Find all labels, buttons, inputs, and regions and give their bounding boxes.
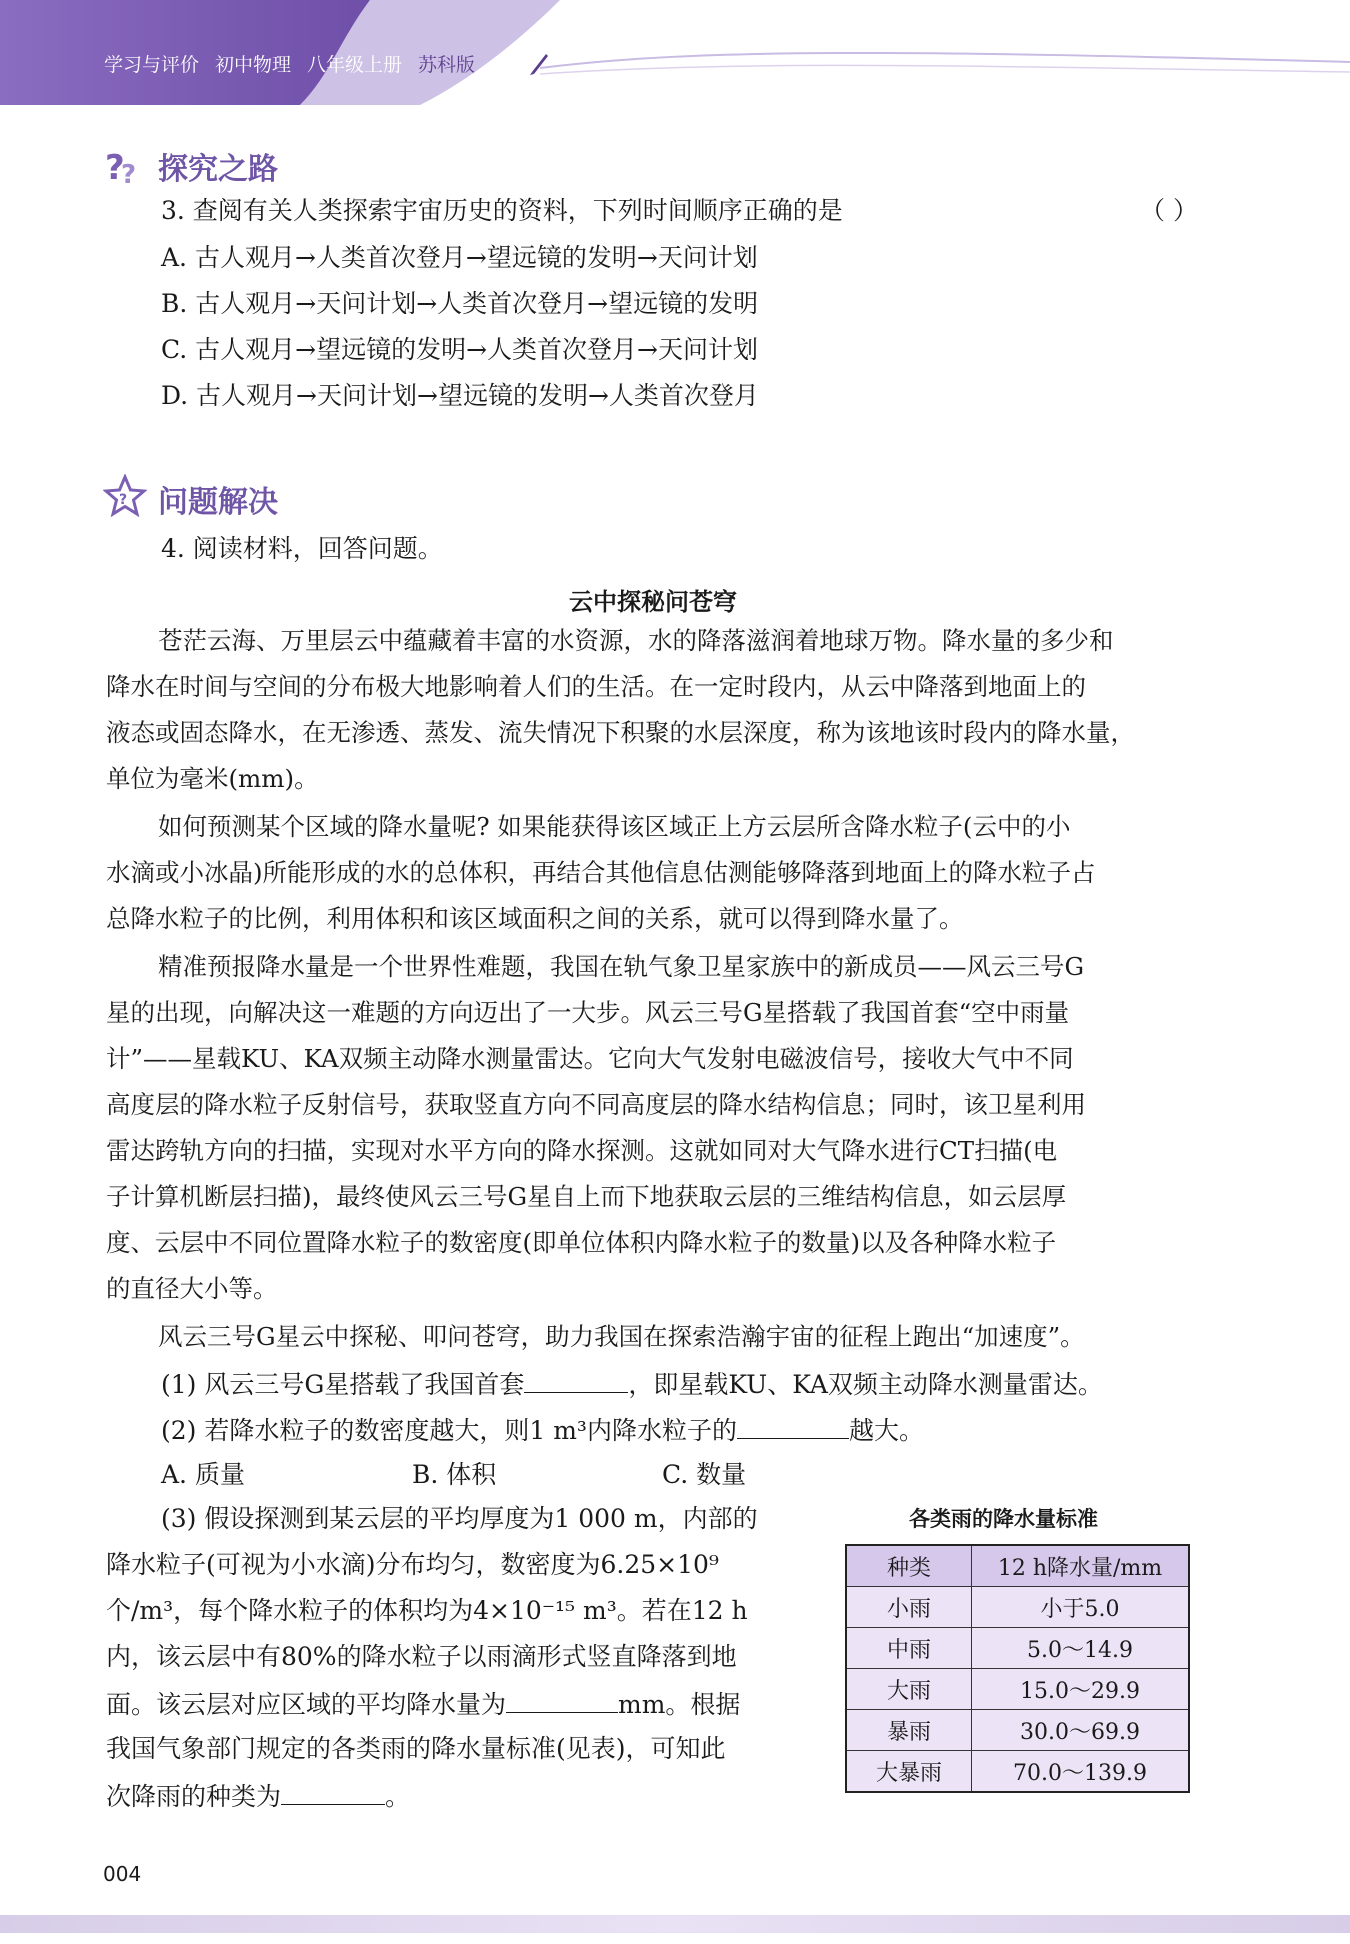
subquestion-3-line — [106, 1690, 740, 1717]
table-row — [846, 1628, 1189, 1669]
table-header-cell: 种类 — [846, 1545, 972, 1587]
table-cell-amount: 70.0～139.9 — [972, 1751, 1190, 1793]
section-title-explore: 探究之路 — [158, 152, 278, 187]
rainfall-table — [845, 1544, 1190, 1793]
subquestion-1 — [161, 1370, 1103, 1397]
header-item: 学习与评价 — [104, 54, 200, 76]
subquestion-3-text-end: 。 — [385, 1782, 411, 1811]
article-paragraph-1: 苍茫云海、万里层云中蕴藏着丰富的水资源，水的降落滋润着地球万物。降水量的多少和 降水在时间与空间的分布极大地影响着人们的生活。在一定时段内，从云中降落到地面上的 液态或固态降水，在无渗透、蒸发、流失情况下积聚的水层深度，称为该地该时段内的降水量， 单位为毫米(mm)。 — [106, 626, 1135, 793]
table-cell-amount: 5.0～14.9 — [972, 1628, 1190, 1669]
subquestion-2-option-c: C. 数量 — [662, 1460, 747, 1489]
answer-bracket: （ ） — [1140, 196, 1198, 225]
question-3-stem: 3. 查阅有关人类探索宇宙历史的资料，下列时间顺序正确的是 — [161, 196, 843, 225]
table-cell-type: 大暴雨 — [846, 1751, 972, 1793]
header-item: 初中物理 — [215, 54, 292, 76]
subquestion-1-text: (1) 风云三号G星搭载了我国首套 — [161, 1370, 525, 1399]
subquestion-3-line: 我国气象部门规定的各类雨的降水量标准(见表)，可知此 — [106, 1734, 726, 1763]
svg-text:?: ? — [105, 148, 125, 187]
subquestion-3-line — [106, 1782, 410, 1809]
article-paragraph-4: 风云三号G星云中探秘、叩问苍穹，助力我国在探索浩瀚宇宙的征程上跑出“加速度”。 — [158, 1322, 1085, 1351]
pen-icon — [528, 50, 550, 76]
subquestion-3-text: 次降雨的种类为 — [106, 1782, 282, 1811]
table-cell-type: 小雨 — [846, 1587, 972, 1628]
star-icon — [103, 474, 147, 518]
table-header-row — [846, 1545, 1189, 1587]
table-row — [846, 1710, 1189, 1751]
subquestion-2-option-a: A. 质量 — [161, 1460, 245, 1489]
table-caption: 各类雨的降水量标准 — [909, 1507, 1098, 1531]
subquestion-3-line: 降水粒子(可视为小水滴)分布均匀，数密度为6.25×10⁹ — [106, 1550, 719, 1579]
question-icon — [103, 143, 147, 187]
table-cell-amount: 30.0～69.9 — [972, 1710, 1190, 1751]
article-paragraph-2: 如何预测某个区域的降水量呢? 如果能获得该区域正上方云层所含降水粒子(云中的小 水滴或小冰晶)所能形成的水的总体积，再结合其他信息估测能够降落到地面上的降水粒子占 总降水粒子的比例，利用体积和该区域面积之间的关系，就可以得到降水量了。 — [106, 812, 1096, 933]
article-paragraph-3: 精准预报降水量是一个世界性难题，我国在轨气象卫星家族中的新成员——风云三号G 星的出现，向解决这一难题的方向迈出了一大步。风云三号G星搭载了我国首套“空中雨量 计”——星载KU、KA双频主动降水测量雷达。它向大气发射电磁波信号，接收大气中不同 高度层的降水粒子反射信号，获取竖直方向不同高度层的降水结构信息；同时，该卫星利用 雷达跨轨方向的扫描，实现对水平方向的降水探测。这就如同对大气降水进行CT扫描(电 子计算机断层扫描)，最终使风云三号G星自上而下地获取云层的三维结构信息，如云层厚 度、云层中不同位置降水粒子的数密度(即单位体积内降水粒子的数量)以及各种降水粒子 的直径大小等。 — [106, 952, 1086, 1303]
header-title — [104, 50, 491, 77]
subquestion-2 — [161, 1416, 924, 1443]
table-row — [846, 1751, 1189, 1793]
table-cell-amount: 15.0～29.9 — [972, 1669, 1190, 1710]
answer-blank-3[interactable] — [506, 1690, 618, 1713]
option-a: A. 古人观月→人类首次登月→望远镜的发明→天问计划 — [161, 243, 758, 272]
subquestion-1-text-end: ，即星载KU、KA双频主动降水测量雷达。 — [628, 1370, 1103, 1399]
header-item: 八年级上册 — [307, 54, 403, 76]
table-cell-type: 暴雨 — [846, 1710, 972, 1751]
header-edition: 苏科版 — [418, 54, 476, 76]
subquestion-3-line: 内，该云层中有80%的降水粒子以雨滴形式竖直降落到地 — [106, 1642, 737, 1671]
svg-text:?: ? — [121, 160, 137, 187]
table-header-cell: 12 h降水量/mm — [972, 1545, 1190, 1587]
subquestion-2-option-b: B. 体积 — [412, 1460, 497, 1489]
subquestion-3-text-end: mm。根据 — [618, 1690, 741, 1719]
table-row — [846, 1669, 1189, 1710]
table-cell-type: 中雨 — [846, 1628, 972, 1669]
subquestion-3-text: 面。该云层对应区域的平均降水量为 — [106, 1690, 507, 1719]
footer-band — [0, 1915, 1350, 1933]
subquestion-2-text: (2) 若降水粒子的数密度越大，则1 m³内降水粒子的 — [161, 1416, 737, 1445]
option-d: D. 古人观月→天问计划→望远镜的发明→人类首次登月 — [161, 381, 759, 410]
subquestion-3-line: 个/m³，每个降水粒子的体积均为4×10⁻¹⁵ m³。若在12 h — [106, 1596, 748, 1625]
page-number: 004 — [103, 1862, 142, 1886]
answer-blank-4[interactable] — [281, 1782, 385, 1805]
answer-blank-1[interactable] — [524, 1370, 628, 1393]
question-4-stem: 4. 阅读材料，回答问题。 — [161, 534, 443, 563]
article-title: 云中探秘问苍穹 — [569, 588, 737, 616]
table-row — [846, 1587, 1189, 1628]
table-cell-type: 大雨 — [846, 1669, 972, 1710]
svg-text:?: ? — [119, 492, 128, 508]
option-c: C. 古人观月→望远镜的发明→人类首次登月→天问计划 — [161, 335, 758, 364]
table-cell-amount: 小于5.0 — [972, 1587, 1190, 1628]
subquestion-2-text-end: 越大。 — [848, 1416, 924, 1445]
subquestion-3-line: (3) 假设探测到某云层的平均厚度为1 000 m，内部的 — [161, 1504, 758, 1533]
option-b: B. 古人观月→天问计划→人类首次登月→望远镜的发明 — [161, 289, 759, 318]
section-title-solve: 问题解决 — [158, 485, 278, 520]
answer-blank-2[interactable] — [737, 1416, 849, 1439]
